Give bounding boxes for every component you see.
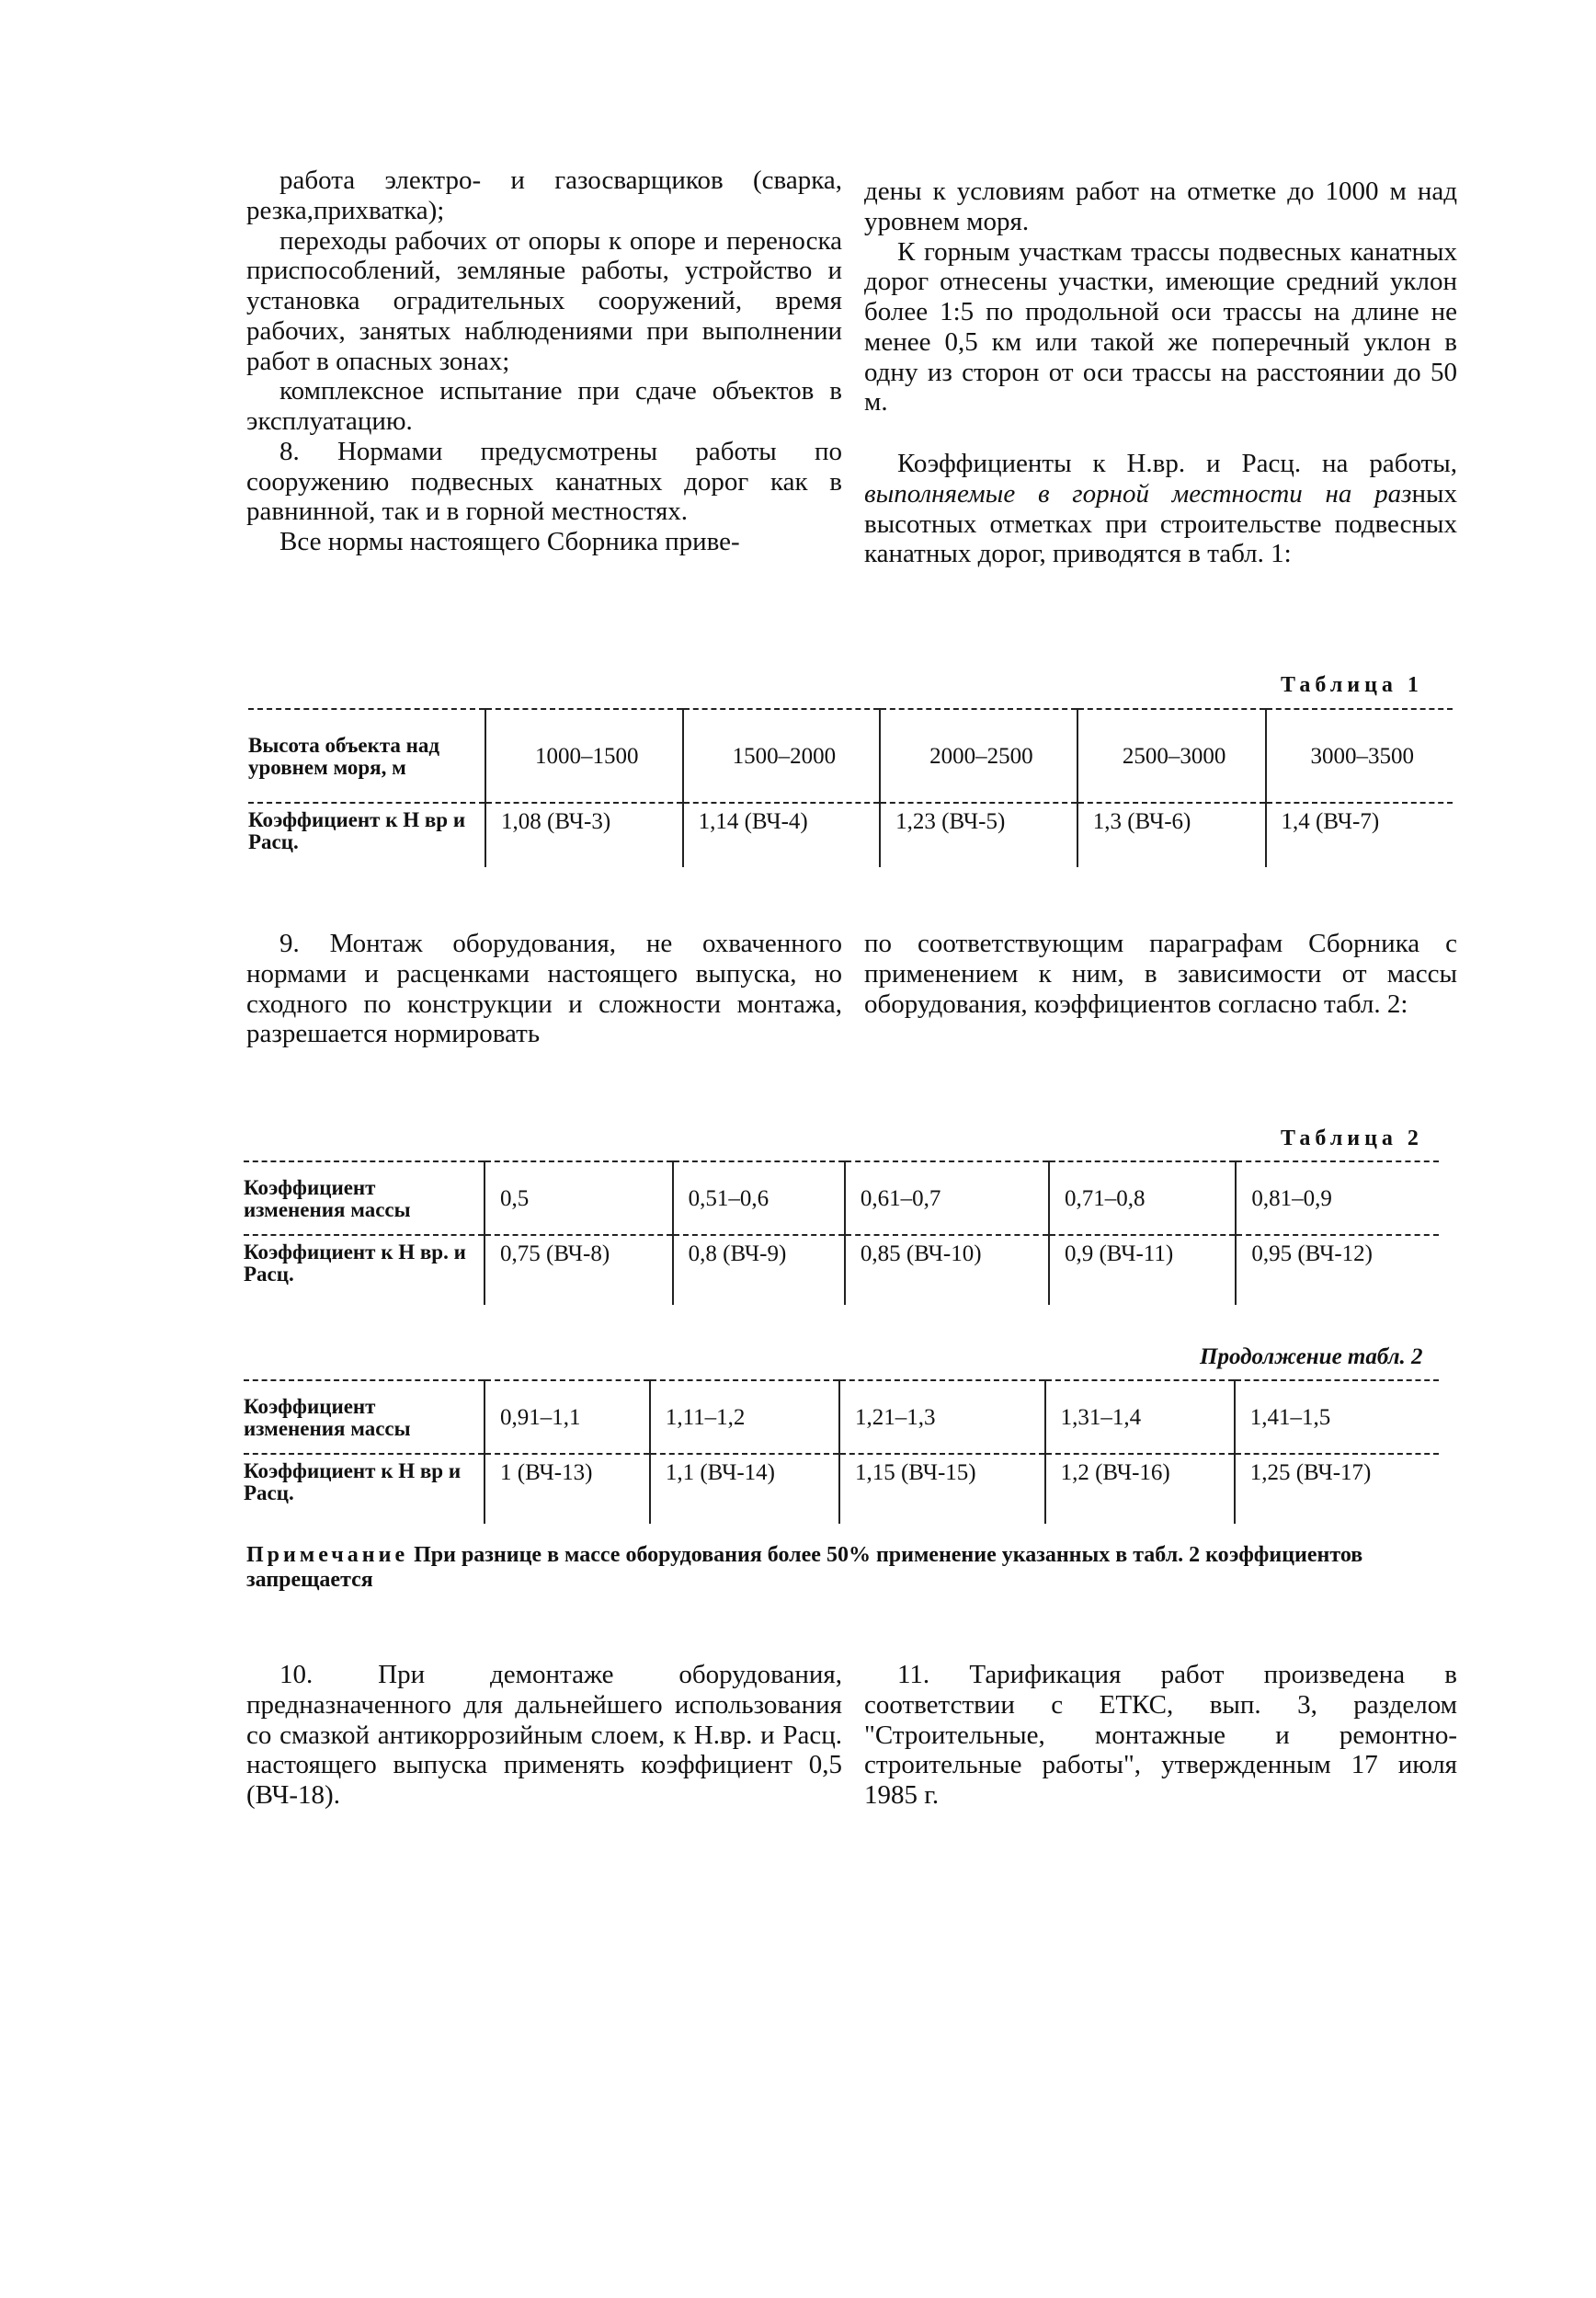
paragraph-item-11: 11. Тарификация работ произведена в соответствии с ЕТКС, вып. 3, разделом "Строительные, монтажные и ремонтно-строительные работы", утвержденным 17 июля 1985 г. [864,1660,1457,1811]
table2-caption: Таблица 2 [1281,1126,1423,1150]
table2b-cell: 1 (ВЧ-13) [484,1454,650,1524]
table1-header-label: Высота объекта над уровнем моря, м [248,709,485,803]
table2b-row [244,1454,1439,1524]
table2-range: 0,81–0,9 [1236,1161,1439,1235]
table2-cell: 0,8 (ВЧ-9) [673,1235,845,1305]
table1-range: 3000–3500 [1266,709,1453,803]
table1-cell: 1,14 (ВЧ-4) [683,803,881,867]
table1-row-label: Коэффициент к Н вр и Расц. [248,808,466,854]
table2b-range: 1,21–1,3 [839,1380,1045,1454]
table2b-header-label: Коэффициент изменения массы [244,1380,484,1454]
table1 [248,708,1453,867]
table2-row [244,1235,1439,1305]
table2-range: 0,51–0,6 [673,1161,845,1235]
table2-cell: 0,85 (ВЧ-10) [845,1235,1049,1305]
table2-cell: 0,75 (ВЧ-8) [484,1235,673,1305]
section10 [246,1660,842,1811]
table1-cell: 1,23 (ВЧ-5) [880,803,1077,867]
table2b-cell: 1,1 (ВЧ-14) [650,1454,839,1524]
table2b-range: 0,91–1,1 [484,1380,650,1454]
left-column-top [246,166,842,557]
paragraph-item-9: 9. Монтаж оборудования, не охваченного нормами и расценками настоящего выпуска, но сходного по конструкции и сложности монтажа, разрешается нормировать [246,929,842,1049]
table2b-row-label: Коэффициент к Н вр и Расц. [244,1459,462,1505]
right-column-top [864,177,1457,569]
table-note [246,1543,1442,1593]
table1-range: 1000–1500 [485,709,683,803]
section9-left [246,929,842,1049]
paragraph: К горным участкам трассы подвесных канатных дорог отнесены участки, имеющие средний уклон более 1:5 по продольной оси трассы на длине не менее 0,5 км или такой же поперечный уклон в одну из сторон от оси трассы на расстоянии до 50 м. [864,236,1457,417]
table1-range: 1500–2000 [683,709,881,803]
paragraph: Коэффициенты к Н.вр. и Расц. на работы, выполняемые в горной местности на разных высотных отметках при строительстве подвесных канатных дорог, приводятся в табл. 1: [864,449,1457,569]
paragraph-item-10: 10. При демонтаже оборудования, предназначенного для дальнейшего использования со смазкой антикоррозийным слоем, к Н.вр. и Расц. настоящего выпуска применять коэффициент 0,5 (ВЧ-18). [246,1660,842,1811]
paragraph: дены к условиям работ на отметке до 1000 м над уровнем моря. [864,177,1457,236]
table2b-header-row [244,1380,1439,1454]
table2b-cell: 1,25 (ВЧ-17) [1235,1454,1439,1524]
table1-cell: 1,4 (ВЧ-7) [1266,803,1453,867]
note-label: Примечание [246,1543,409,1567]
table2b-range: 1,31–1,4 [1045,1380,1235,1454]
table1-range: 2500–3000 [1077,709,1266,803]
paragraph: переходы рабочих от опоры к опоре и переноска приспособлений, земляные работы, устройство и установка оградительных сооружений, время рабочих, занятых наблюдениями при выполнении работ в опасных зонах; [246,225,842,376]
table2-cell: 0,95 (ВЧ-12) [1236,1235,1439,1305]
table2b-cell: 1,2 (ВЧ-16) [1045,1454,1235,1524]
table1-header-row [248,709,1453,803]
table2-range: 0,5 [484,1161,673,1235]
table1-cell: 1,3 (ВЧ-6) [1077,803,1266,867]
section11 [864,1660,1457,1811]
paragraph: Все нормы настоящего Сборника приве- [279,527,740,557]
table2-header-row [244,1161,1439,1235]
table2b-cell: 1,15 (ВЧ-15) [839,1454,1045,1524]
table2-range: 0,71–0,8 [1049,1161,1236,1235]
table1-cell: 1,08 (ВЧ-3) [485,803,683,867]
paragraph-item-8: 8. Нормами предусмотрены работы по сооружению подвесных канатных дорог как в равнинной, так и в горной местностях. [246,436,842,527]
table2 [244,1160,1439,1305]
paragraph: работа электро- и газосварщиков (сварка, резка,прихватка); [246,166,842,225]
table1-row [248,803,1453,867]
table2b-range: 1,11–1,2 [650,1380,839,1454]
table2-continuation [244,1379,1439,1524]
table1-range: 2000–2500 [880,709,1077,803]
table2-cell: 0,9 (ВЧ-11) [1049,1235,1236,1305]
table2-row-label: Коэффициент к Н вр. и Расц. [244,1240,466,1286]
table1-caption: Таблица 1 [1281,673,1423,697]
table2b-range: 1,41–1,5 [1235,1380,1439,1454]
paragraph: по соответствующим параграфам Сборника с применением к ним, в зависимости от массы оборудования, коэффициентов согласно табл. 2: [864,929,1457,1019]
table2-header-label: Коэффициент изменения массы [244,1161,484,1235]
note-text: При разнице в массе оборудования более 50% применение указанных в табл. 2 коэффициентов запрещается [246,1543,1363,1592]
table2-range: 0,61–0,7 [845,1161,1049,1235]
section9-right [864,929,1457,1019]
table2b-caption: Продолжение табл. 2 [1200,1344,1423,1369]
paragraph: комплексное испытание при сдаче объектов в эксплуатацию. [246,376,842,437]
